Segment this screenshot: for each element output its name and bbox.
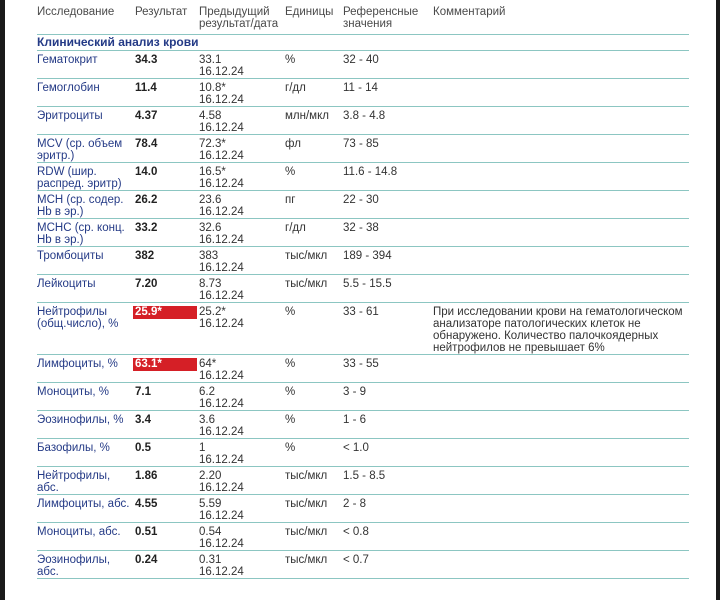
previous-result <box>199 191 285 219</box>
result-value <box>135 219 199 247</box>
units <box>285 247 343 275</box>
units <box>285 191 343 219</box>
previous-result <box>199 551 285 579</box>
comment <box>433 219 689 247</box>
test-name <box>37 439 135 467</box>
units <box>285 523 343 551</box>
units-text: % <box>285 166 296 178</box>
reference-range <box>343 163 433 191</box>
reference-text: 1.5 - 8.5 <box>343 470 386 482</box>
result-value <box>135 551 199 579</box>
test-name-text: Эритроциты <box>37 110 103 122</box>
previous-value: 4.58 <box>199 110 222 122</box>
units-text: пг <box>285 194 296 206</box>
previous-date: 16.12.24 <box>199 370 244 382</box>
test-name-text: Лимфоциты, % <box>37 358 118 370</box>
test-name <box>37 355 135 383</box>
previous-value: 16.5* <box>199 166 226 178</box>
reference-text: 33 - 55 <box>343 358 379 370</box>
result-value <box>135 191 199 219</box>
comment <box>433 467 689 495</box>
test-name <box>37 51 135 79</box>
previous-date: 16.12.24 <box>199 262 244 274</box>
header-result: Результат <box>135 6 188 18</box>
result-value <box>135 495 199 523</box>
abnormal-result-flag: 63.1* <box>133 358 197 371</box>
result-value <box>135 247 199 275</box>
test-name <box>37 135 135 163</box>
result-text: 4.55 <box>135 498 158 510</box>
previous-value: 10.8* <box>199 82 226 94</box>
comment <box>433 79 689 107</box>
previous-value: 25.2* <box>199 306 226 318</box>
report-sheet <box>5 0 716 600</box>
result-value <box>135 467 199 495</box>
test-name-text: Гемоглобин <box>37 82 100 94</box>
previous-date: 16.12.24 <box>199 122 244 134</box>
table-row <box>37 107 689 135</box>
reference-text: 189 - 394 <box>343 250 392 262</box>
reference-text: < 1.0 <box>343 442 369 454</box>
header-previous: Предыдущий результат/дата <box>199 6 279 30</box>
units <box>285 79 343 107</box>
previous-date: 16.12.24 <box>199 318 244 330</box>
previous-value: 0.54 <box>199 526 222 538</box>
test-name <box>37 467 135 495</box>
reference-text: 3.8 - 4.8 <box>343 110 386 122</box>
previous-date: 16.12.24 <box>199 206 244 218</box>
test-name-text: Моноциты, абс. <box>37 526 121 538</box>
previous-result <box>199 523 285 551</box>
section-row <box>37 35 689 51</box>
comment <box>433 411 689 439</box>
previous-value: 72.3* <box>199 138 226 150</box>
previous-result <box>199 247 285 275</box>
reference-range <box>343 107 433 135</box>
reference-range <box>343 439 433 467</box>
previous-result <box>199 495 285 523</box>
previous-value: 8.73 <box>199 278 222 290</box>
units-text: % <box>285 442 296 454</box>
table-row <box>37 247 689 275</box>
reference-text: 11.6 - 14.8 <box>343 166 398 178</box>
result-text: 14.0 <box>135 166 158 178</box>
table-row <box>37 135 689 163</box>
comment <box>433 355 689 383</box>
units <box>285 467 343 495</box>
table-row <box>37 303 689 355</box>
previous-result <box>199 275 285 303</box>
previous-value: 64* <box>199 358 217 370</box>
result-text: 3.4 <box>135 414 151 426</box>
comment <box>433 383 689 411</box>
table-row <box>37 355 689 383</box>
units <box>285 355 343 383</box>
result-text: 34.3 <box>135 54 158 66</box>
units <box>285 303 343 355</box>
previous-result <box>199 163 285 191</box>
test-name <box>37 275 135 303</box>
result-text: 26.2 <box>135 194 158 206</box>
previous-date: 16.12.24 <box>199 454 244 466</box>
previous-value: 23.6 <box>199 194 222 206</box>
test-name <box>37 411 135 439</box>
reference-range <box>343 467 433 495</box>
units-text: тыс/мкл <box>285 470 328 482</box>
units-text: тыс/мкл <box>285 250 328 262</box>
units-text: г/дл <box>285 82 306 94</box>
result-value <box>135 51 199 79</box>
previous-date: 16.12.24 <box>199 510 244 522</box>
reference-range <box>343 303 433 355</box>
previous-date: 16.12.24 <box>199 482 244 494</box>
table-row <box>37 439 689 467</box>
units-text: млн/мкл <box>285 110 329 122</box>
reference-text: 33 - 61 <box>343 306 379 318</box>
reference-range <box>343 383 433 411</box>
units-text: тыс/мкл <box>285 278 328 290</box>
table-row <box>37 411 689 439</box>
previous-value: 3.6 <box>199 414 215 426</box>
test-name <box>37 247 135 275</box>
reference-text: < 0.8 <box>343 526 369 538</box>
units-text: фл <box>285 138 301 150</box>
result-text: 1.86 <box>135 470 158 482</box>
test-name-text: Лимфоциты, абс. <box>37 498 130 510</box>
reference-range <box>343 219 433 247</box>
reference-range <box>343 355 433 383</box>
units <box>285 551 343 579</box>
test-name-text: Базофилы, % <box>37 442 110 454</box>
comment-text: При исследовании крови на гематологическом анализаторе патологических клеток не обнаружено. Количество палочкоядерных нейтрофилов не превышает 6% <box>433 306 683 354</box>
table-row <box>37 467 689 495</box>
previous-value: 0.31 <box>199 554 222 566</box>
reference-range <box>343 51 433 79</box>
comment <box>433 523 689 551</box>
units <box>285 383 343 411</box>
previous-result <box>199 355 285 383</box>
units-text: тыс/мкл <box>285 554 328 566</box>
test-name <box>37 523 135 551</box>
result-text: 0.51 <box>135 526 158 538</box>
previous-date: 16.12.24 <box>199 398 244 410</box>
units <box>285 51 343 79</box>
result-value <box>135 163 199 191</box>
reference-text: 22 - 30 <box>343 194 379 206</box>
result-value <box>135 439 199 467</box>
comment <box>433 247 689 275</box>
result-text: 0.5 <box>135 442 151 454</box>
reference-range <box>343 411 433 439</box>
reference-range <box>343 523 433 551</box>
reference-text: 5.5 - 15.5 <box>343 278 392 290</box>
table-row <box>37 79 689 107</box>
reference-range <box>343 135 433 163</box>
table-row <box>37 275 689 303</box>
reference-range <box>343 275 433 303</box>
table-row <box>37 51 689 79</box>
test-name <box>37 383 135 411</box>
reference-text: 73 - 85 <box>343 138 379 150</box>
result-text: 7.1 <box>135 386 151 398</box>
previous-date: 16.12.24 <box>199 66 244 78</box>
units <box>285 275 343 303</box>
comment <box>433 191 689 219</box>
units-text: % <box>285 54 296 66</box>
previous-result <box>199 411 285 439</box>
units <box>285 495 343 523</box>
header-name: Исследование <box>37 6 115 18</box>
previous-date: 16.12.24 <box>199 566 244 578</box>
previous-value: 2.20 <box>199 470 222 482</box>
reference-range <box>343 191 433 219</box>
comment <box>433 303 689 355</box>
result-value <box>135 135 199 163</box>
comment <box>433 163 689 191</box>
result-text: 0.24 <box>135 554 158 566</box>
result-text: 33.2 <box>135 222 158 234</box>
units <box>285 219 343 247</box>
units <box>285 439 343 467</box>
reference-text: 3 - 9 <box>343 386 367 398</box>
previous-value: 32.6 <box>199 222 222 234</box>
test-name-text: Лейкоциты <box>37 278 96 290</box>
test-name-text: Моноциты, % <box>37 386 110 398</box>
header-reference: Референсные значения <box>343 6 419 30</box>
abnormal-result-flag: 25.9* <box>133 306 197 319</box>
units-text: г/дл <box>285 222 306 234</box>
table-row <box>37 219 689 247</box>
previous-result <box>199 383 285 411</box>
result-value <box>135 79 199 107</box>
previous-value: 6.2 <box>199 386 215 398</box>
previous-value: 1 <box>199 442 206 454</box>
result-value <box>135 355 199 383</box>
result-value <box>135 107 199 135</box>
section-title: Клинический анализ крови <box>37 35 199 49</box>
previous-date: 16.12.24 <box>199 234 244 246</box>
comment <box>433 495 689 523</box>
test-name-text: MCH (ср. содер. Hb в эр.) <box>37 194 124 218</box>
result-value <box>135 411 199 439</box>
units-text: тыс/мкл <box>285 526 328 538</box>
previous-date: 16.12.24 <box>199 150 244 162</box>
reference-text: 32 - 40 <box>343 54 379 66</box>
previous-result <box>199 303 285 355</box>
previous-result <box>199 107 285 135</box>
result-value <box>135 523 199 551</box>
reference-text: 1 - 6 <box>343 414 367 426</box>
units-text: % <box>285 358 296 370</box>
test-name-text: Эозинофилы, % <box>37 414 124 426</box>
previous-date: 16.12.24 <box>199 290 244 302</box>
previous-value: 383 <box>199 250 219 262</box>
previous-date: 16.12.24 <box>199 94 244 106</box>
comment <box>433 51 689 79</box>
header-units: Единицы <box>285 6 334 18</box>
result-text: 7.20 <box>135 278 158 290</box>
previous-result <box>199 79 285 107</box>
reference-range <box>343 79 433 107</box>
test-name-text: Нейтрофилы, абс. <box>37 470 111 494</box>
result-value <box>135 303 199 355</box>
reference-range <box>343 551 433 579</box>
reference-range <box>343 495 433 523</box>
previous-date: 16.12.24 <box>199 178 244 190</box>
result-text: 382 <box>135 250 155 262</box>
units <box>285 135 343 163</box>
test-name <box>37 303 135 355</box>
test-name <box>37 219 135 247</box>
previous-result <box>199 51 285 79</box>
test-name <box>37 551 135 579</box>
test-name <box>37 163 135 191</box>
previous-value: 5.59 <box>199 498 222 510</box>
units <box>285 411 343 439</box>
comment <box>433 275 689 303</box>
table-header <box>37 4 689 35</box>
previous-result <box>199 467 285 495</box>
result-text: 4.37 <box>135 110 158 122</box>
result-value <box>135 383 199 411</box>
units-text: % <box>285 414 296 426</box>
test-name <box>37 79 135 107</box>
test-name <box>37 191 135 219</box>
table-row <box>37 383 689 411</box>
previous-date: 16.12.24 <box>199 426 244 438</box>
previous-result <box>199 135 285 163</box>
reference-text: 32 - 38 <box>343 222 379 234</box>
reference-text: < 0.7 <box>343 554 369 566</box>
units <box>285 107 343 135</box>
previous-result <box>199 219 285 247</box>
test-name-text: MCV (ср. объем эритр.) <box>37 138 123 162</box>
reference-text: 2 - 8 <box>343 498 367 510</box>
reference-text: 11 - 14 <box>343 82 378 94</box>
test-name-text: RDW (шир. распред. эритр) <box>37 166 122 190</box>
test-name-text: Тромбоциты <box>37 250 104 262</box>
header-comment: Комментарий <box>433 6 506 18</box>
previous-value: 33.1 <box>199 54 222 66</box>
result-text: 78.4 <box>135 138 158 150</box>
table-row <box>37 495 689 523</box>
result-text: 11.4 <box>135 82 157 94</box>
comment <box>433 439 689 467</box>
test-name-text: Гематокрит <box>37 54 98 66</box>
table-row <box>37 163 689 191</box>
units-text: тыс/мкл <box>285 498 328 510</box>
previous-date: 16.12.24 <box>199 538 244 550</box>
units-text: % <box>285 386 296 398</box>
test-name-text: Нейтрофилы (общ.число), % <box>37 306 119 330</box>
previous-result <box>199 439 285 467</box>
lab-results-table <box>37 4 689 579</box>
comment <box>433 135 689 163</box>
table-row <box>37 191 689 219</box>
right-edge <box>716 0 720 600</box>
comment <box>433 551 689 579</box>
test-name-text: Эозинофилы, абс. <box>37 554 111 578</box>
units <box>285 163 343 191</box>
table-row <box>37 551 689 579</box>
test-name <box>37 107 135 135</box>
comment <box>433 107 689 135</box>
units-text: % <box>285 306 296 318</box>
result-value <box>135 275 199 303</box>
table-row <box>37 523 689 551</box>
reference-range <box>343 247 433 275</box>
test-name-text: MCHC (ср. конц. Hb в эр.) <box>37 222 125 246</box>
test-name <box>37 495 135 523</box>
